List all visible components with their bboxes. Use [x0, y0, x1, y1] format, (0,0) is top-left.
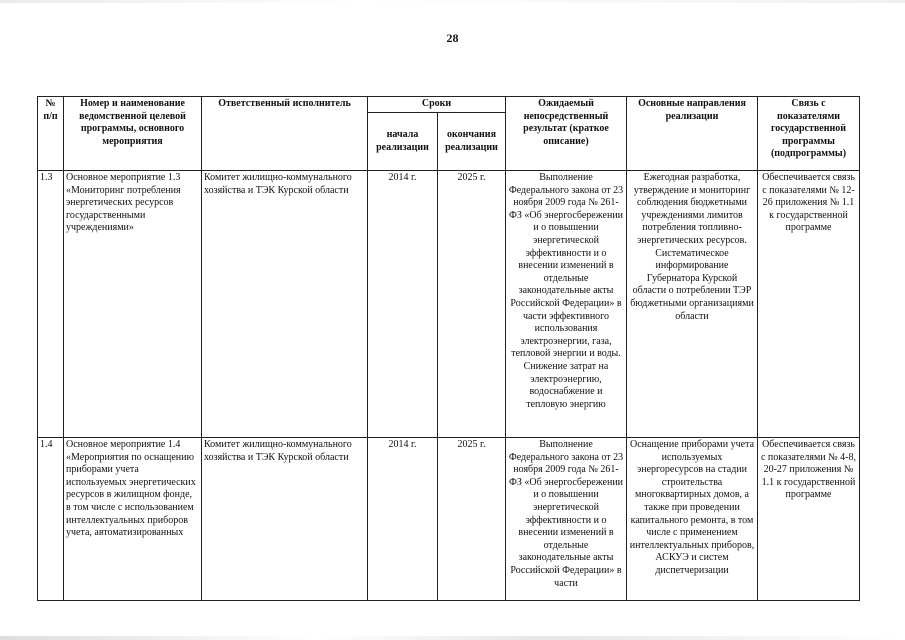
scan-edge-bottom — [0, 636, 905, 640]
table-row — [38, 171, 860, 438]
row-executor: Комитет жилищно-коммунального хозяйства и ТЭК Курской области — [204, 439, 352, 463]
table-header — [38, 97, 860, 171]
row-executor: Комитет жилищно-коммунального хозяйства и ТЭК Курской области — [204, 172, 352, 196]
header-num: № п/п — [38, 97, 64, 171]
row-name: Основное мероприятие 1.3 «Мониторинг потребления энергетических ресурсов государственными учреждениями» — [66, 172, 181, 234]
measures-table — [37, 96, 860, 601]
row-directions: Ежегодная разработка, утверждение и мониторинг соблюдения бюджетными учреждениями лимитов потребления топливно-энергетических ресурсов. Систематическое информирование Губернатора Курской области о потреблении ТЭР бюджетными организациями области — [630, 172, 754, 322]
row-name: Основное мероприятие 1.4 «Мероприятия по оснащению приборами учета используемых энергетических ресурсов в жилищном фонде, в том числе с использованием интеллектуальных приборов учета, автоматизированных — [66, 439, 196, 539]
header-start: начала реализации — [368, 113, 438, 171]
row-num: 1.4 — [38, 438, 64, 601]
header-link: Связь с показателями государственной программы (подпрограммы) — [758, 97, 860, 171]
row-directions: Оснащение приборами учета используемых энергоресурсов на стадии строительства многоквартирных домов, а также при проведении капитального ремонта, в том числе с применением интеллектуальных приборов, АСКУЭ и систем диспетчеризации — [629, 439, 755, 576]
row-num: 1.3 — [38, 171, 64, 438]
row-expected: Выполнение Федерального закона от 23 ноября 2009 года № 261-ФЗ «Об энергосбережении и о повышении энергетической эффективности и о внесении изменений в отдельные законодательные акты Российской Федерации» в части эффективного использования электроэнергии, газа, тепловой энергии и воды. Снижение затрат на электроэнергию, водоснабжение и тепловую энергию — [508, 172, 624, 410]
scan-edge-top — [0, 0, 905, 3]
page-number: 28 — [446, 31, 459, 45]
header-name: Номер и наименование ведомственной целевой программы, основного мероприятия — [64, 97, 202, 171]
header-expected: Ожидаемый непосредственный результат (краткое описание) — [506, 97, 627, 171]
header-directions: Основные направления реализации — [627, 97, 758, 171]
row-start: 2014 г. — [368, 438, 438, 601]
row-end: 2025 г. — [438, 171, 506, 438]
row-end: 2025 г. — [438, 438, 506, 601]
table-row — [38, 438, 860, 601]
row-link: Обеспечивается связь с показателями № 4-8, 20-27 приложения № 1.1 к государственной программе — [760, 439, 856, 501]
row-expected: Выполнение Федерального закона от 23 ноября 2009 года № 261-ФЗ «Об энергосбережении и о повышении энергетической эффективности и о внесении изменений в отдельные законодательные акты Российской Федерации» в части — [508, 439, 624, 589]
row-start: 2014 г. — [368, 171, 438, 438]
header-executor: Ответственный исполнитель — [202, 97, 368, 171]
row-link: Обеспечивается связь с показателями № 12-26 приложения № 1.1 к государственной программе — [762, 172, 855, 234]
header-terms: Сроки — [368, 97, 506, 113]
header-end: окончания реализации — [438, 113, 506, 171]
